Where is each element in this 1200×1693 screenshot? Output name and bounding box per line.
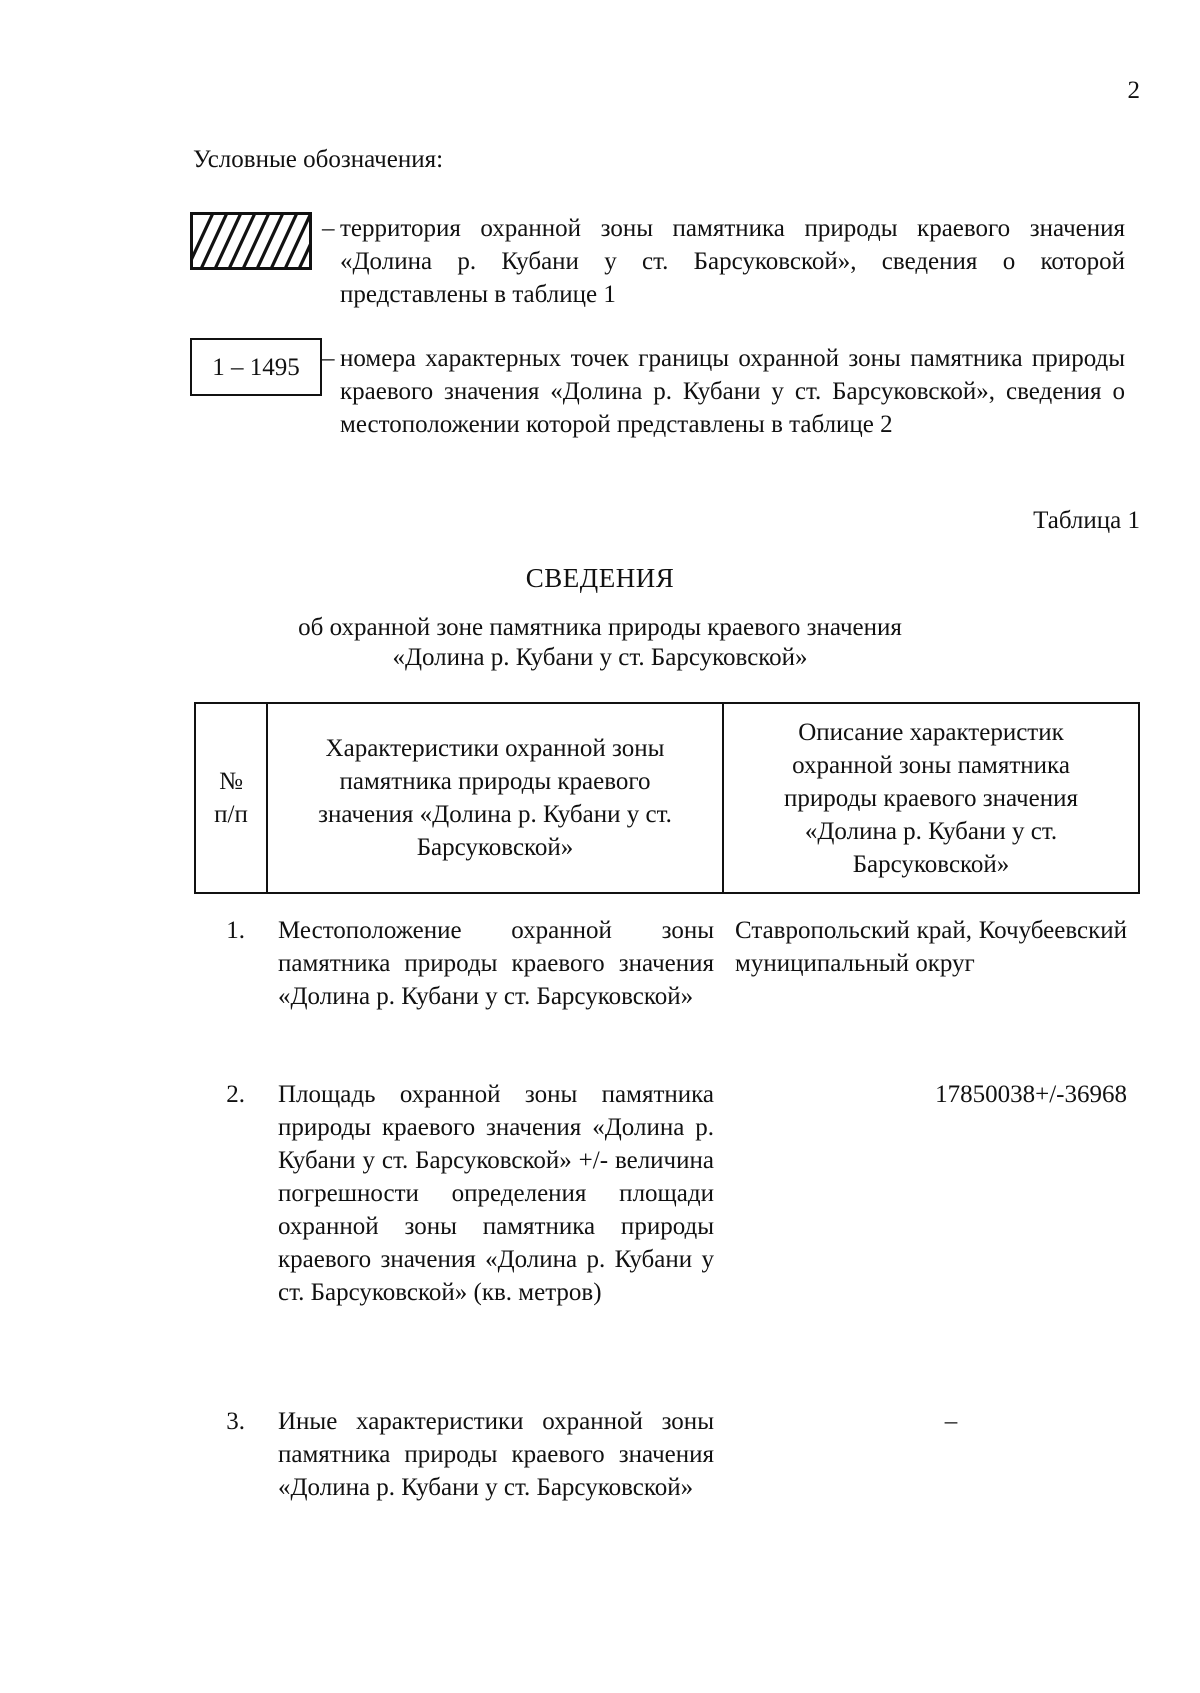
legend-dash: – [322,345,335,372]
hatch-pattern-icon [193,215,309,267]
header-number: № п/п [195,703,267,893]
document-subtitle [150,613,1050,673]
header-characteristic: Характеристики охранной зоны памятника природы краевого значения «Долина р. Кубани у ст. Барсуковской» [267,703,723,893]
row-description: Ставропольский край, Кочубеевский муниципальный округ [735,917,1127,977]
hatched-area-symbol [190,212,312,270]
subtitle-line: «Долина р. Кубани у ст. Барсуковской» [392,644,808,671]
row-description: – [944,1408,958,1435]
row-description: 17850038+/-36968 [935,1081,1127,1108]
legend-item-points [322,342,1125,441]
row-number: 3. [226,1408,245,1435]
document-title: СВЕДЕНИЯ [525,563,675,593]
subtitle-line: об охранной зоне памятника природы краевого значения [298,614,902,641]
row-characteristic: Иные характеристики охранной зоны памятника природы краевого значения «Долина р. Кубани у ст. Барсуковской» [278,1408,714,1501]
legend-item-territory [322,212,1125,311]
legend-title: Условные обозначения: [193,146,444,173]
table-label: Таблица 1 [1033,507,1140,534]
table-header [194,702,1140,894]
header-description: Описание характеристик охранной зоны памятника природы краевого значения «Долина р. Кубани у ст. Барсуковской» [723,703,1139,893]
row-number: 1. [226,917,245,944]
legend-item-text: номера характерных точек границы охранной зоны памятника природы краевого значения «Долина р. Кубани у ст. Барсуковской», сведения о местоположении которой представлены в таблице 2 [340,345,1125,438]
row-characteristic: Площадь охранной зоны памятника природы краевого значения «Долина р. Кубани у ст. Барсуковской» +/- величина погрешности определения площади охранной зоны памятника природы краевого значения «Долина р. Кубани у ст. Барсуковской» (кв. метров) [278,1081,714,1306]
row-number: 2. [226,1081,245,1108]
point-numbers-label: 1 – 1495 [212,353,300,381]
row-characteristic: Местоположение охранной зоны памятника природы краевого значения «Долина р. Кубани у ст. Барсуковской» [278,917,714,1010]
legend-dash: – [322,215,335,242]
page-number: 2 [1127,77,1140,104]
point-numbers-symbol [190,338,322,396]
legend-item-text: территория охранной зоны памятника природы краевого значения «Долина р. Кубани у ст. Барсуковской», сведения о которой представлены в таблице 1 [340,215,1125,308]
